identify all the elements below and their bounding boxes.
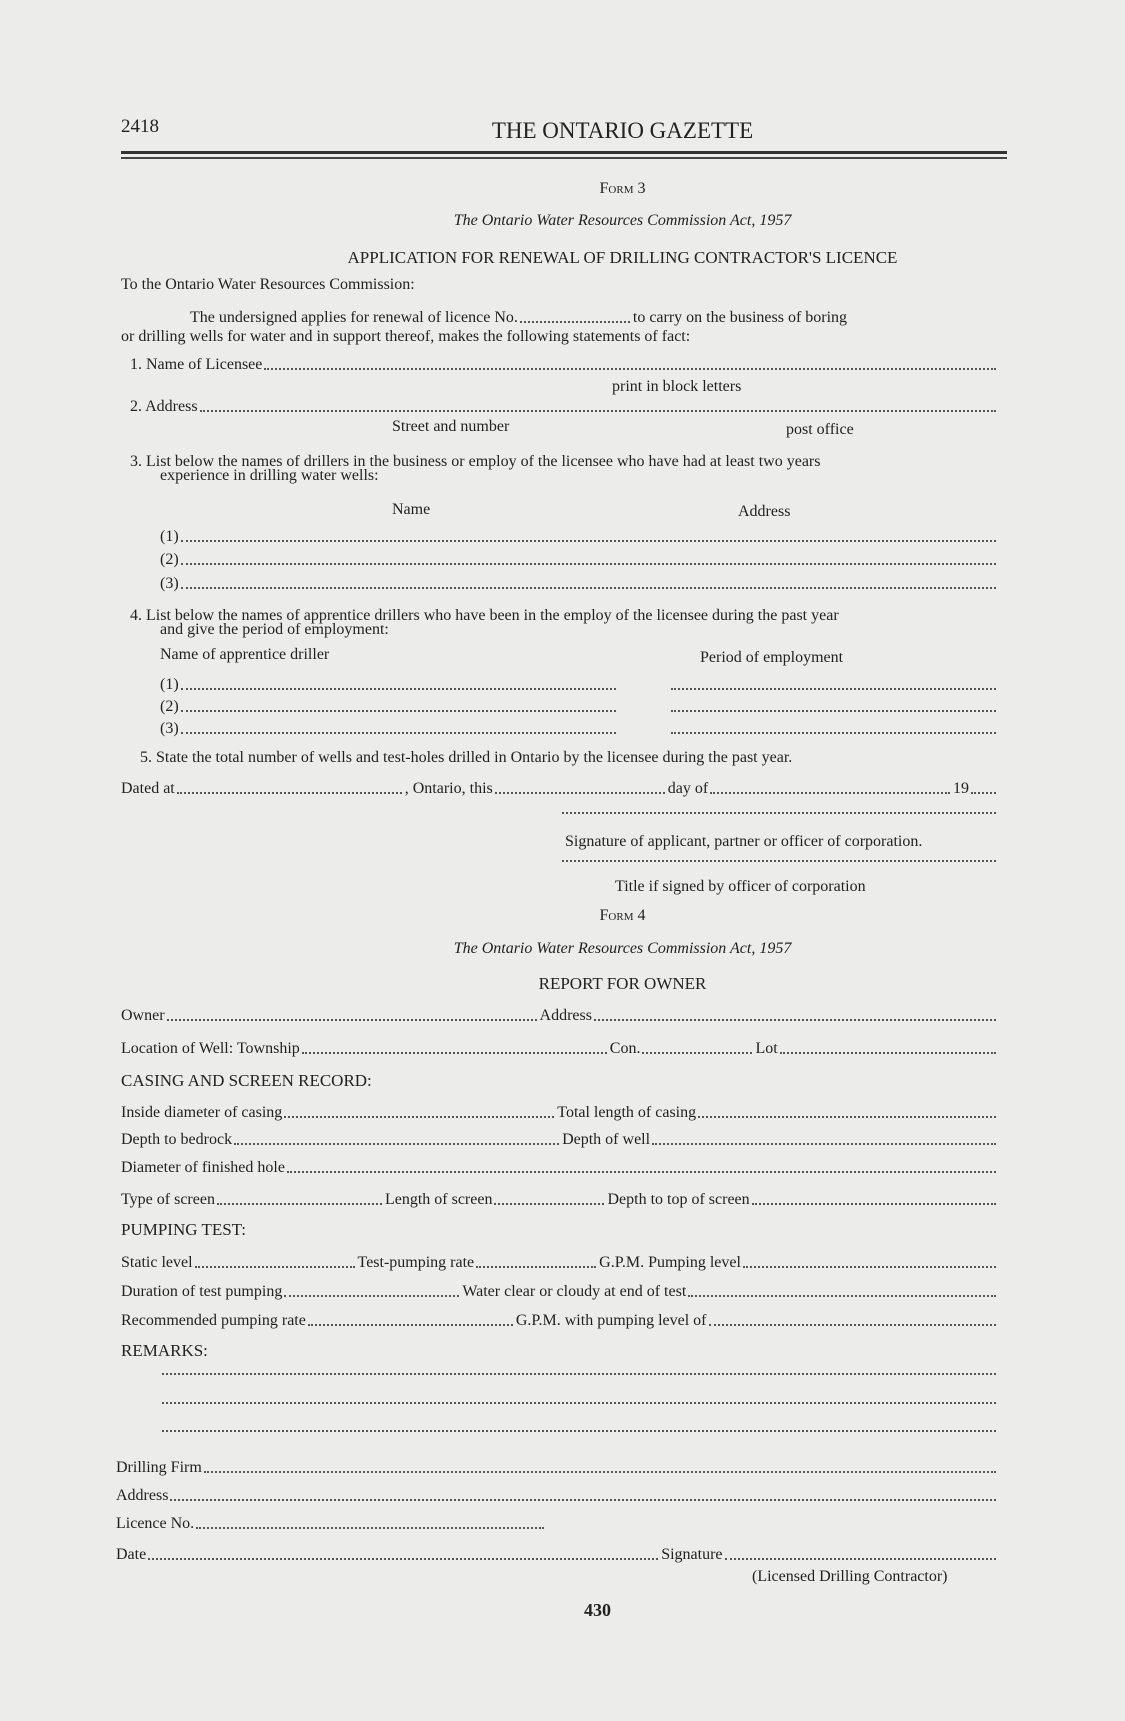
casing-heading: CASING AND SCREEN RECORD: xyxy=(121,1071,372,1090)
pumping-heading: PUMPING TEST: xyxy=(121,1220,246,1239)
form4-label: Form 4 xyxy=(599,907,646,924)
title-field[interactable] xyxy=(562,860,996,862)
pumping-level-field[interactable] xyxy=(743,1266,996,1268)
item1-hint: print in block letters xyxy=(612,378,742,395)
water-clear-field[interactable] xyxy=(688,1295,996,1297)
driller-row: (2) xyxy=(160,551,999,569)
col-name: Name xyxy=(392,501,431,518)
test-rate-field[interactable] xyxy=(476,1266,596,1268)
signature-line xyxy=(560,812,999,818)
form3-heading: APPLICATION FOR RENEWAL OF DRILLING CONTRACTOR'S LICENCE xyxy=(347,248,898,267)
drilling-firm-field[interactable] xyxy=(204,1471,996,1473)
item1: 1. Name of Licensee xyxy=(130,356,999,374)
item4-line1: 4. List below the names of apprentice drillers who have been in the employ of the licensee during the past year xyxy=(130,607,839,624)
depth-top-screen-field[interactable] xyxy=(752,1203,996,1205)
form4-act: The Ontario Water Resources Commission Act, 1957 xyxy=(453,940,792,957)
licence-no-field[interactable] xyxy=(520,321,630,323)
year-field[interactable] xyxy=(971,792,996,794)
township-field[interactable] xyxy=(302,1052,607,1054)
col-apprentice: Name of apprentice driller xyxy=(160,646,330,663)
header-rule xyxy=(121,157,1007,159)
address-field[interactable] xyxy=(200,410,996,412)
recommended-rate-field[interactable] xyxy=(308,1324,513,1326)
header-rule xyxy=(121,151,1007,154)
signature-caption: Signature of applicant, partner or officer of corporation. xyxy=(565,833,923,850)
driller-field[interactable] xyxy=(181,587,996,589)
item4-line2: and give the period of employment: xyxy=(160,621,389,638)
owner-field[interactable] xyxy=(167,1019,537,1021)
title-caption: Title if signed by officer of corporation xyxy=(615,878,866,895)
driller-row: (3) xyxy=(160,575,999,593)
form4-heading: REPORT FOR OWNER xyxy=(538,974,707,993)
col-period: Period of employment xyxy=(700,649,844,666)
type-screen-field[interactable] xyxy=(217,1203,382,1205)
firm-address-field[interactable] xyxy=(170,1499,996,1501)
period-field[interactable] xyxy=(671,710,996,712)
remarks-field[interactable] xyxy=(162,1373,996,1375)
licence-no-field[interactable] xyxy=(196,1527,544,1529)
inside-diameter-field[interactable] xyxy=(284,1116,554,1118)
gazette-page: 2418 THE ONTARIO GAZETTE Form 3 The Ontario Water Resources Commission Act, 1957 APPLICATION FOR RENEWAL OF DRILLING CONTRACTOR'S LICENCE To the Ontario Water Resources Commission: The undersigned applies for renewal of licence No. to carry on the business of boring or drilling wells for water and in support thereof, makes the following statements of fact: 1. Name of Licensee print in block letters 2. Address Street and number post office 3. List below the names of drillers in the business or employ of the licensee who have had at least two years experience in drilling water wells: Name Address (1) (2) (3) 4. List below the names of apprentice drillers who have been in the employ of the licensee during the past year and give the period of employment: Name of apprentice driller Period of employment (1) (2) (3) 5. State the total number of wells and test-holes drilled in Ontario by the licensee during the past year. Dated at , Ontario, this day of 19 Signature of applicant, partner or officer of corporation. Title if signed by officer of corporation Form 4 The Ontario Water Resources Commission Act, 1957 REPORT FOR OWNER Owner Address Location of Well: Township Con. Lot CASING AND SCREEN RECORD: Inside diameter of casing Total length of casing Depth to bedrock Depth of well Diameter of finished hole Type of screen Length of screen Depth to top of screen PUMPING TEST: Static level Test-pumping rate G.P.M. Pumping level Duration of test pumping Water clear or cloudy at end of test Recommended pumping rate G.P.M. with pumping level of REMARKS: Drilling Firm Address Licence No. Date Signature (Licensed Drilling Contractor) 430 xyxy=(0,0,1125,1721)
form3-act: The Ontario Water Resources Commission Act, 1957 xyxy=(453,212,792,229)
page-number: 2418 xyxy=(121,116,159,137)
owner-address-field[interactable] xyxy=(594,1019,996,1021)
form3-label: Form 3 xyxy=(599,180,646,197)
total-length-field[interactable] xyxy=(698,1116,996,1118)
signature-field[interactable] xyxy=(562,812,996,814)
depth-bedrock-field[interactable] xyxy=(234,1143,559,1145)
title-line xyxy=(560,860,999,866)
date-field[interactable] xyxy=(148,1558,658,1560)
apprentice-field[interactable] xyxy=(181,732,616,734)
remarks-field[interactable] xyxy=(162,1430,996,1432)
depth-well-field[interactable] xyxy=(652,1143,996,1145)
salutation: To the Ontario Water Resources Commission: xyxy=(121,276,415,293)
contractor-signature-field[interactable] xyxy=(725,1558,996,1560)
licensed-caption: (Licensed Drilling Contractor) xyxy=(752,1568,948,1585)
lot-field[interactable] xyxy=(780,1052,996,1054)
remarks-field[interactable] xyxy=(162,1402,996,1404)
apprentice-field[interactable] xyxy=(181,710,616,712)
apprentice-field[interactable] xyxy=(181,688,616,690)
place-field[interactable] xyxy=(177,792,402,794)
item3-line1: 3. List below the names of drillers in the business or employ of the licensee who have had at least two years xyxy=(130,453,821,470)
apprentice-row: (2) xyxy=(160,698,999,716)
licensee-name-field[interactable] xyxy=(264,368,996,370)
static-level-field[interactable] xyxy=(195,1266,355,1268)
post-office-hint: post office xyxy=(786,421,854,438)
item3-line2: experience in drilling water wells: xyxy=(160,467,379,484)
driller-field[interactable] xyxy=(181,540,996,542)
day-field[interactable] xyxy=(495,792,665,794)
driller-field[interactable] xyxy=(181,563,996,565)
apprentice-row: (3) xyxy=(160,720,999,738)
col-address: Address xyxy=(738,503,791,520)
para-line: The undersigned applies for renewal of licence No. to carry on the business of boring xyxy=(190,309,848,326)
period-field[interactable] xyxy=(671,732,996,734)
remarks-heading: REMARKS: xyxy=(121,1341,208,1360)
period-field[interactable] xyxy=(671,688,996,690)
street-hint: Street and number xyxy=(392,418,510,435)
con-field[interactable] xyxy=(642,1052,752,1054)
item5: 5. State the total number of wells and test-holes drilled in Ontario by the licensee during the past year. xyxy=(140,749,793,766)
para-line-2: or drilling wells for water and in support thereof, makes the following statements of fact: xyxy=(121,328,691,345)
gazette-title: THE ONTARIO GAZETTE xyxy=(491,118,754,143)
item2: 2. Address xyxy=(130,398,999,416)
footer-page-number: 430 xyxy=(584,1600,611,1620)
dated-line: Dated at , Ontario, this day of 19 xyxy=(121,780,999,798)
month-field[interactable] xyxy=(710,792,950,794)
apprentice-row: (1) xyxy=(160,676,999,694)
diameter-hole-field[interactable] xyxy=(287,1171,996,1173)
driller-row: (1) xyxy=(160,528,999,546)
pumping-level-of-field[interactable] xyxy=(709,1324,996,1326)
duration-field[interactable] xyxy=(284,1295,459,1297)
length-screen-field[interactable] xyxy=(494,1203,604,1205)
